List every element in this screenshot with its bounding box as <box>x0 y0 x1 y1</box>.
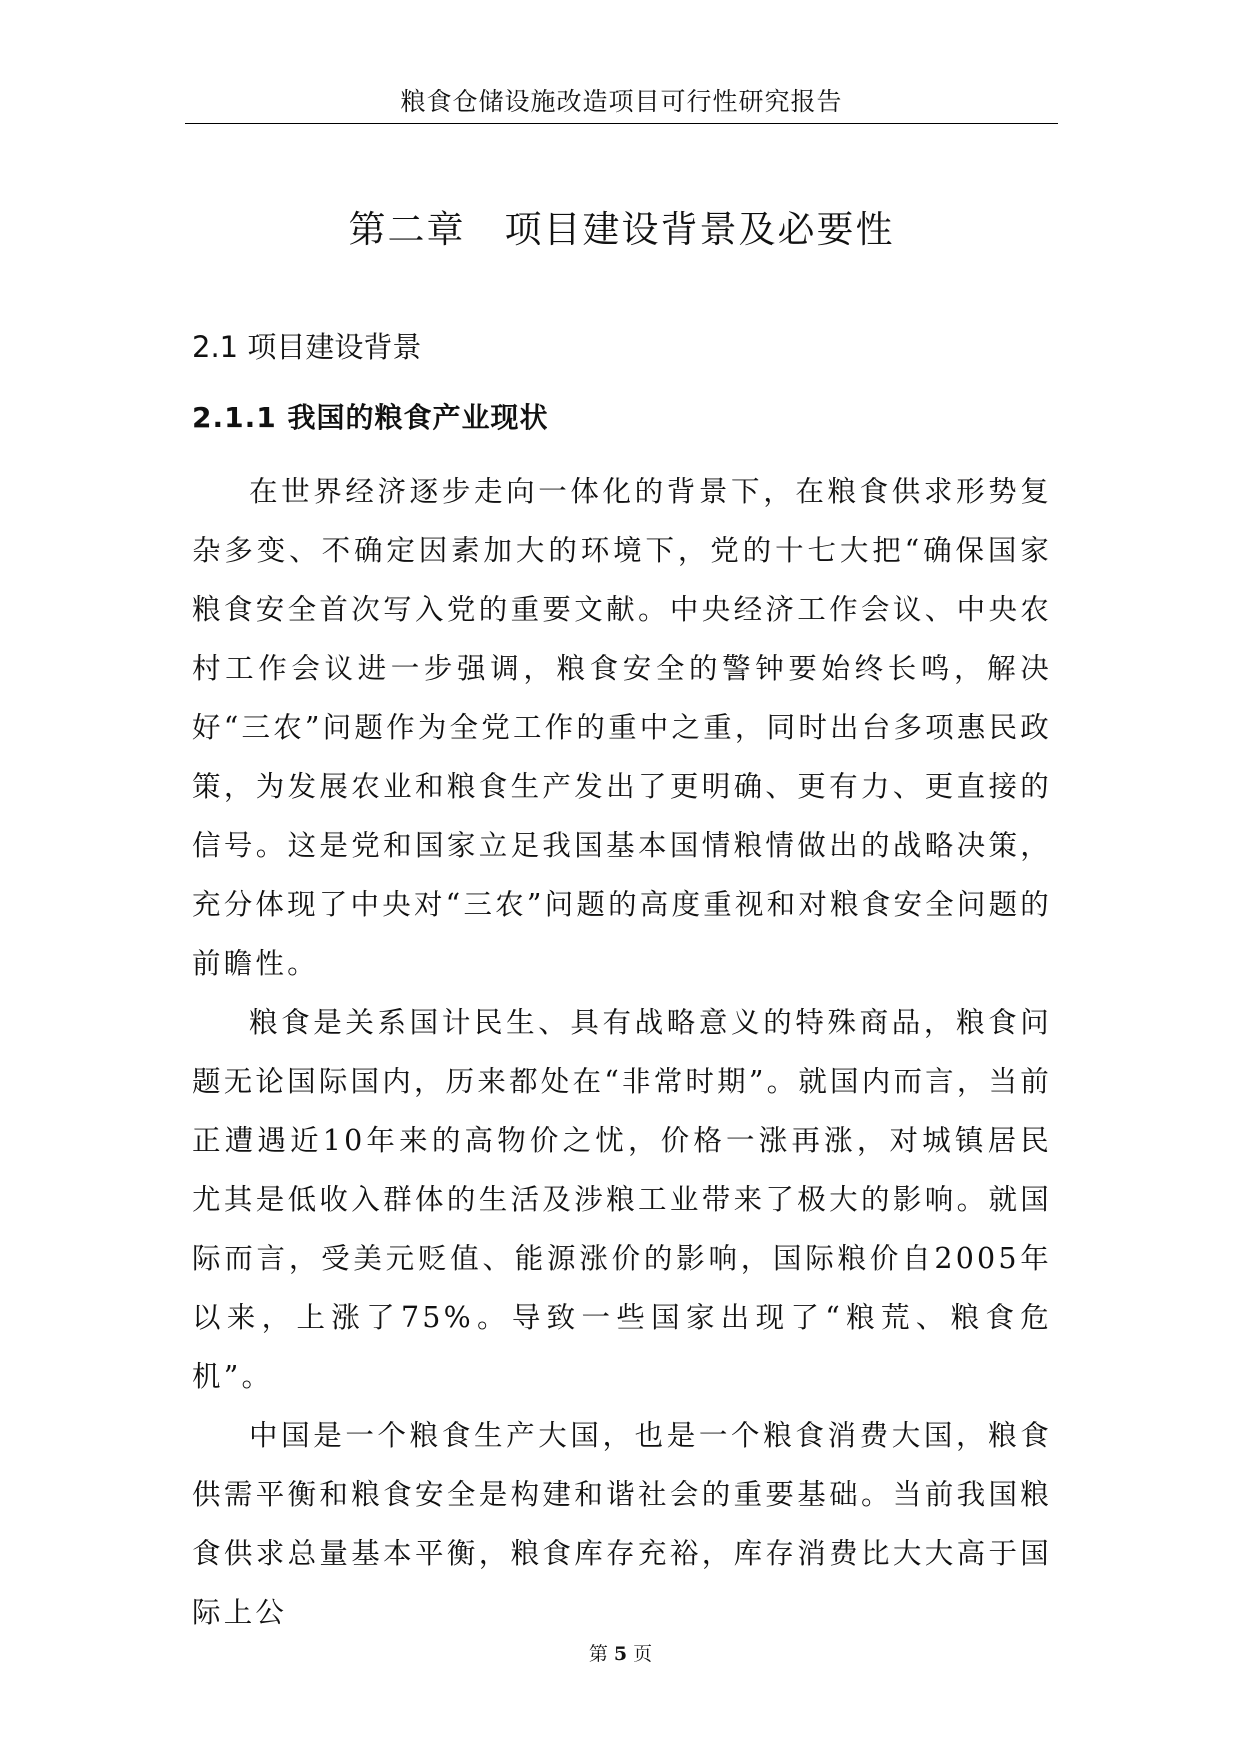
subsection-heading: 2.1.1 我国的粮食产业现状 <box>192 401 549 434</box>
page-number: 5 <box>613 1643 628 1665</box>
section-heading: 2.1 项目建设背景 <box>192 330 422 364</box>
paragraph-3: 中国是一个粮食生产大国，也是一个粮食消费大国，粮食供需平衡和粮食安全是构建和谐社会的重要基础。当前我国粮食供求总量基本平衡，粮食库存充裕，库存消费比大大高于国际上公 <box>192 1419 1052 1629</box>
paragraph-2: 粮食是关系国计民生、具有战略意义的特殊商品，粮食问题无论国际国内，历来都处在“非常时期”。就国内而言，当前正遭遇近10年来的高物价之忧，价格一涨再涨，对城镇居民尤其是低收入群体的生活及涉粮工业带来了极大的影响。就国际而言，受美元贬值、能源涨价的影响，国际粮价自2005年以来，上涨了75%。导致一些国家出现了“粮荒、粮食危机”。 <box>192 1006 1052 1393</box>
body-text <box>192 462 1052 1642</box>
chapter-title: 第二章 项目建设背景及必要性 <box>348 208 895 251</box>
paragraph-1: 在世界经济逐步走向一体化的背景下，在粮食供求形势复杂多变、不确定因素加大的环境下，党的十七大把“确保国家粮食安全首次写入党的重要文献。中央经济工作会议、中央农村工作会议进一步强调，粮食安全的警钟要始终长鸣，解决好“三农”问题作为全党工作的重中之重，同时出台多项惠民政策，为发展农业和粮食生产发出了更明确、更有力、更直接的信号。这是党和国家立足我国基本国情粮情做出的战略决策，充分体现了中央对“三农”问题的高度重视和对粮食安全问题的前瞻性。 <box>192 475 1052 980</box>
page-prefix: 第 <box>588 1643 608 1665</box>
page-footer <box>0 1641 1241 1667</box>
header-divider <box>185 123 1058 124</box>
running-header: 粮食仓储设施改造项目可行性研究报告 <box>400 87 843 116</box>
page-suffix: 页 <box>633 1643 653 1665</box>
